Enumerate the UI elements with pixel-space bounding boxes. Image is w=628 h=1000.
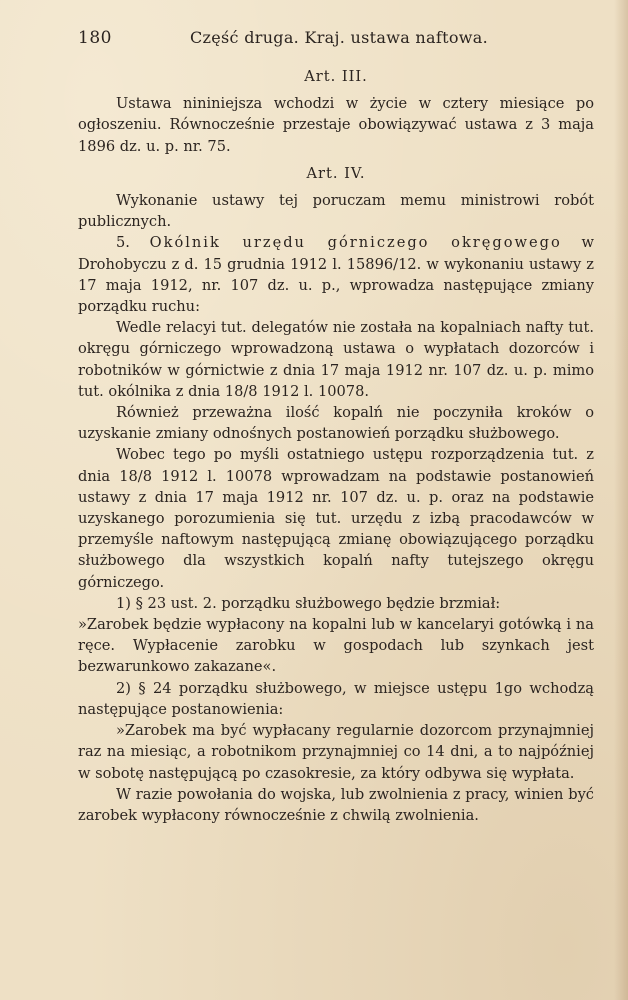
page-number: 180 xyxy=(78,28,112,48)
page-edge-shadow xyxy=(614,0,628,1000)
quote-par-23: »Zarobek będzie wypłacony na kopalni lub w kancelaryi gotówką i na ręce. Wypłacenie zarobku w gospodach lub szynkach jest bezwarunkowo zakazane«. xyxy=(78,616,594,676)
article-iv-text: Wykonanie ustawy tej poruczam memu ministrowi robót publicznych. xyxy=(78,192,594,231)
paragraph-wojsko: W razie powołania do wojska, lub zwolnienia z pracy, winien być zarobek wypłacony równocześnie z chwilą zwolnienia. xyxy=(78,785,594,824)
article-iii-text: Ustawa nininiejsza wchodzi w życie w cztery miesiące po ogłoszeniu. Równocześnie przestaje obowiązywać ustawa z 3 maja 1896 dz. u. p. nr. 75. xyxy=(78,95,594,155)
paragraph-par-23: 1) § 23 ust. 2. porządku służbowego będzie brzmiał: xyxy=(116,594,501,612)
section-5-intro xyxy=(78,232,594,317)
paragraph-wobec: Wobec tego po myśli ostatniego ustępu rozporządzenia tut. z dnia 18/8 1912 l. 10078 wprowadzam na podstawie postanowień ustawy z dnia 17 maja 1912 nr. 107 dz. u. p. oraz na podstawie uzyskanego porozumienia się tut. urzędu z izbą pracodawców w przemyśle naftowym następującą zmianę obowiązującego porządku służbowego dla wszystkich kopalń nafty tutejszego okręgu górniczego. xyxy=(78,446,594,591)
paragraph-par-24: 2) § 24 porządku służbowego, w miejsce ustępu 1go wchodzą następujące postanowienia: xyxy=(78,679,594,718)
section-intro-text: w Drohobyczu z d. 15 grudnia 1912 l. 15896/12. w wykonaniu ustawy z 17 maja 1912, nr. 107 dz. u. p., wprowadza następujące zmiany porządku ruchu: xyxy=(78,234,594,316)
paragraph-relacyi: Wedle relacyi tut. delegatów nie została na kopalniach nafty tut. okręgu górniczego wprowadzoną ustawa o wypłatach dozorców i robotników w górnictwie z dnia 17 maja 1912 nr. 107 dz. u. p. mimo tut. okólnika z dnia 18/8 1912 l. 10078. xyxy=(78,319,594,400)
article-heading-iv: Art. IV. xyxy=(306,164,366,182)
paragraph-rowniez: Również przeważna ilość kopalń nie poczyniła kroków o uzyskanie zmiany odnośnych postanowień porządku służbowego. xyxy=(78,404,594,443)
section-title: Okólnik urzędu górniczego okręgowego xyxy=(149,234,562,252)
quote-par-24: »Zarobek ma być wypłacany regularnie dozorcom przynajmniej raz na miesiąc, a robotnikom przynajmniej co 14 dni, a to najpóźniej w sobotę następującą po czasokresie, za który odbywa się wypłata. xyxy=(78,722,594,782)
article-heading-iii: Art. III. xyxy=(304,68,368,85)
running-title: Część druga. Kraj. ustawa naftowa. xyxy=(190,28,488,47)
page-header xyxy=(70,22,590,52)
section-number: 5. xyxy=(116,234,130,252)
page-body xyxy=(78,60,594,826)
